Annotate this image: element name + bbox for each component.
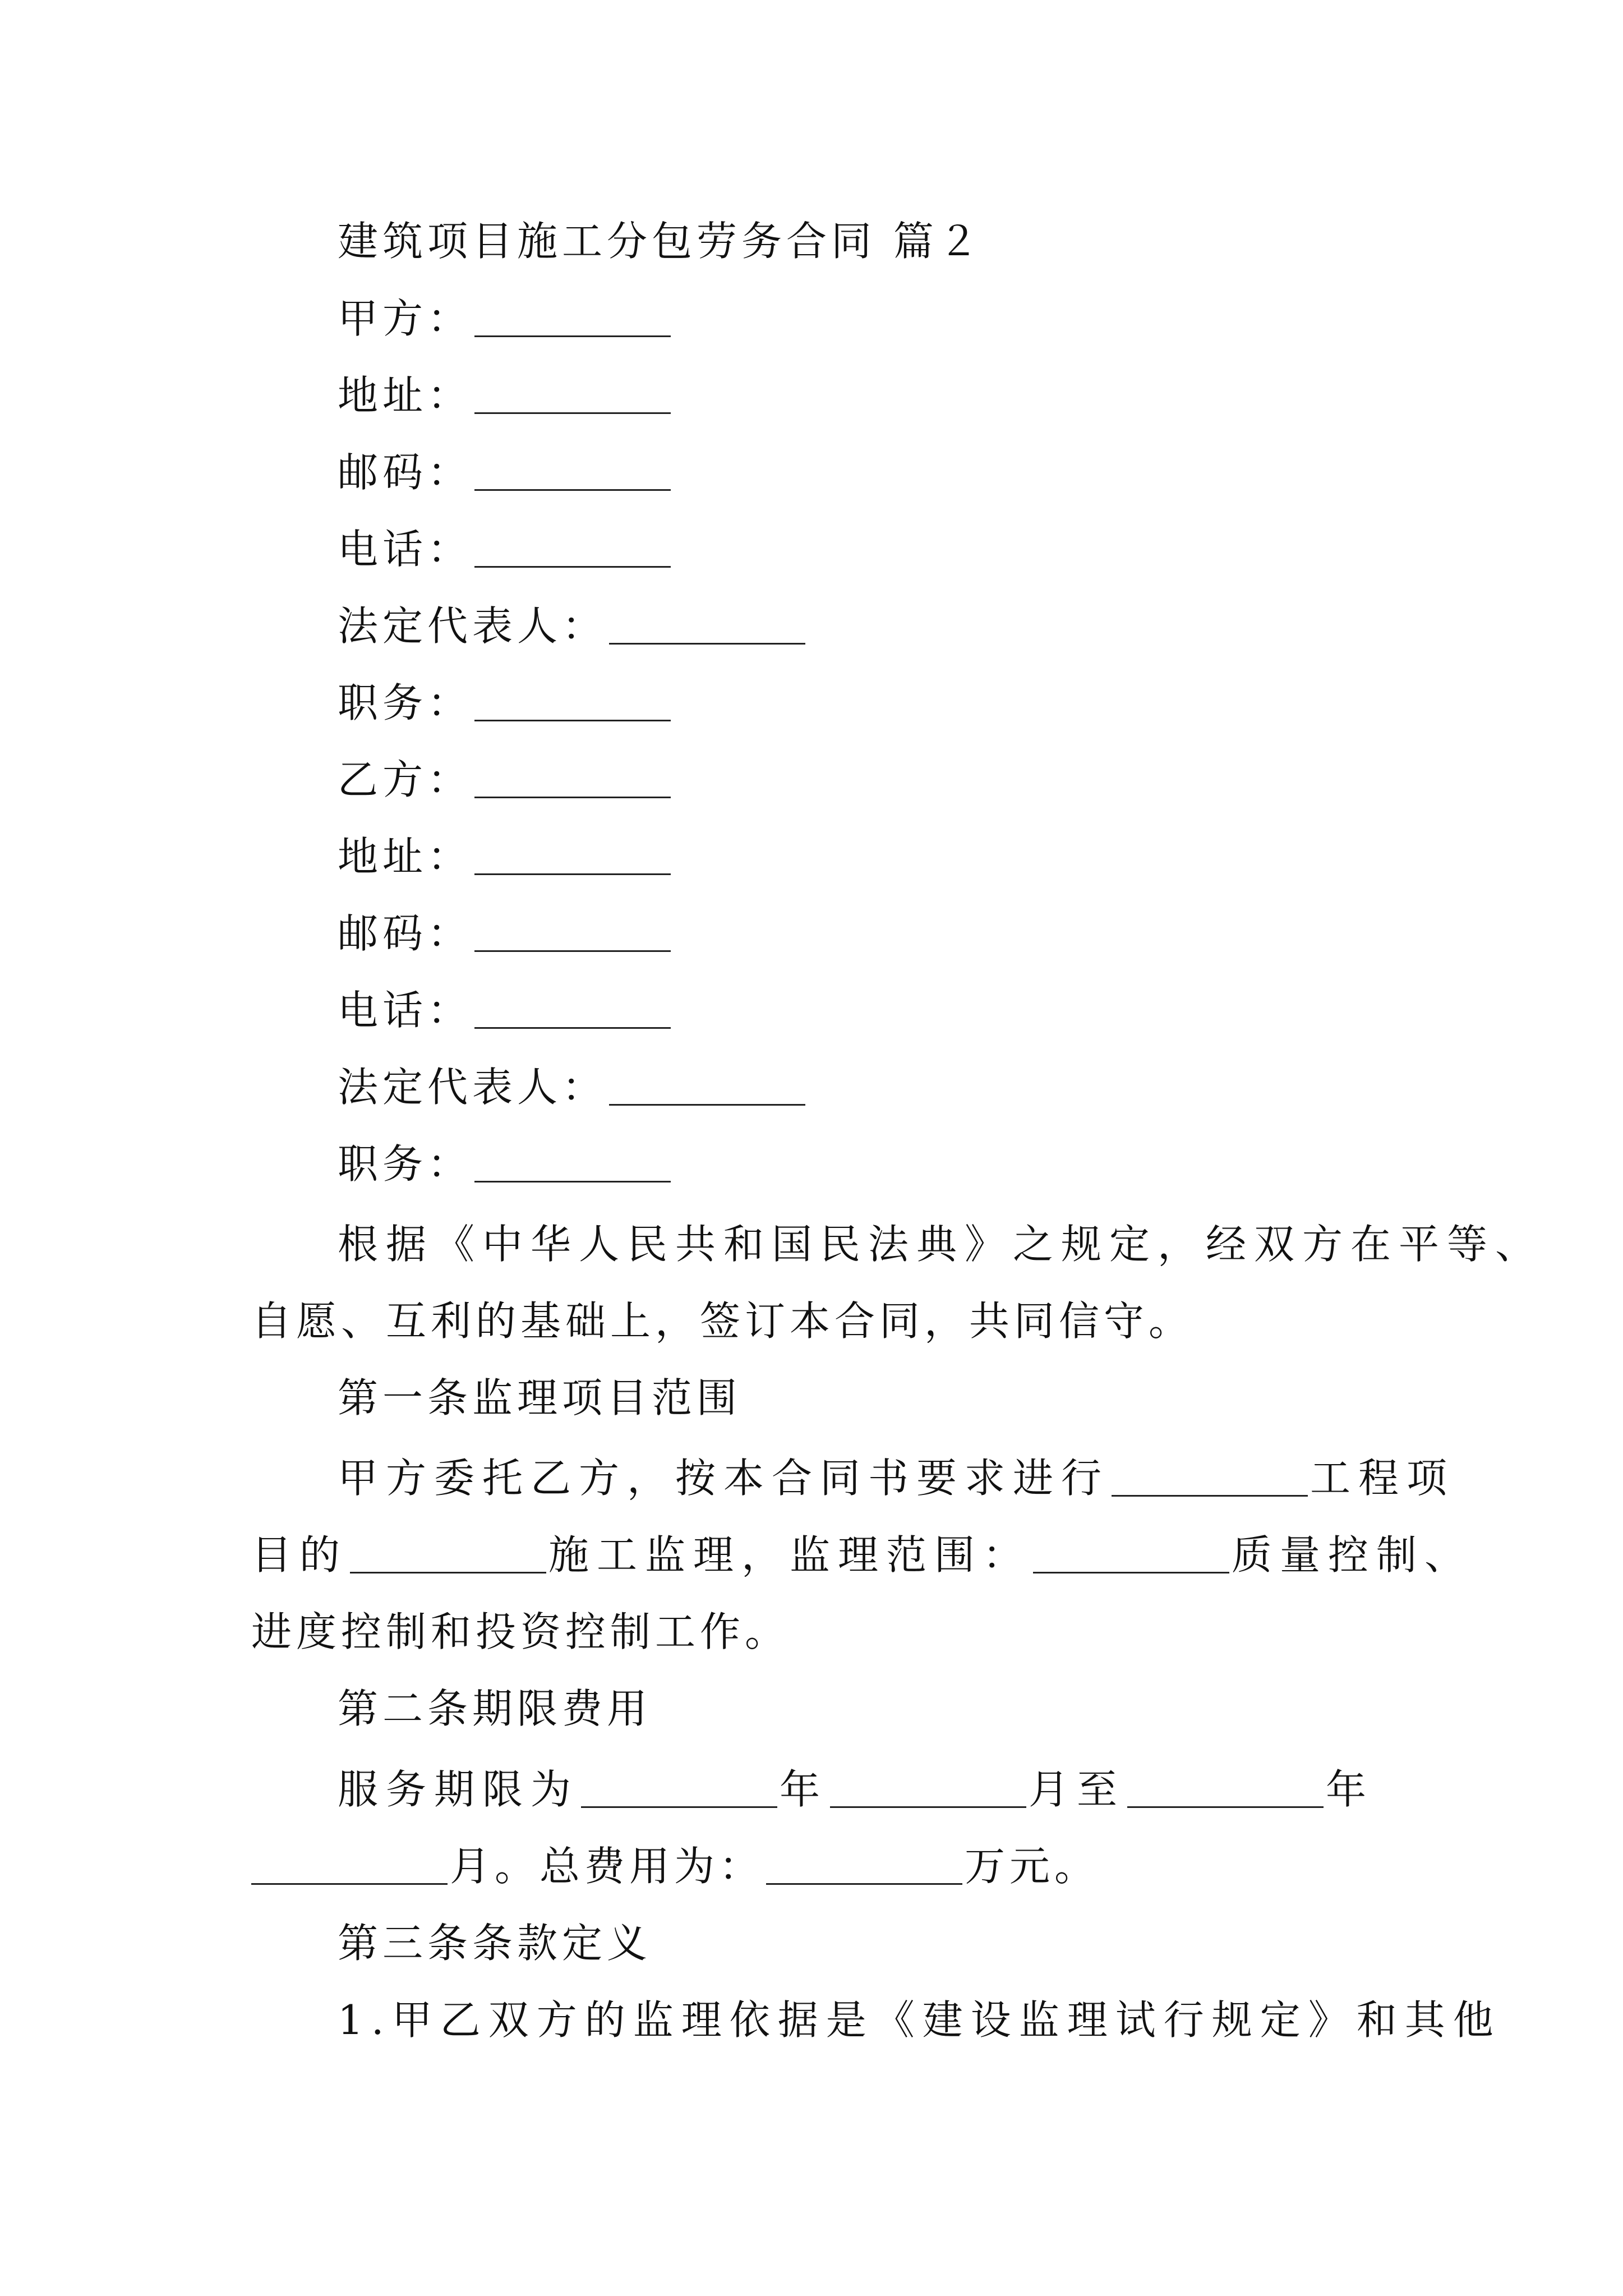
article-2-line-2: 月。总费用为： 万元。 bbox=[0, 1833, 1623, 1900]
party-a-postcode-row: 邮码： bbox=[0, 439, 1623, 506]
party-b-postcode-row: 邮码： bbox=[0, 900, 1623, 967]
party-b-address-row: 地址： bbox=[0, 823, 1623, 890]
fill-blank[interactable] bbox=[474, 756, 671, 798]
party-a-representative-row: 法定代表人： bbox=[0, 592, 1623, 660]
party-b-representative-row: 法定代表人： bbox=[0, 1053, 1623, 1121]
fill-blank[interactable] bbox=[474, 679, 671, 721]
party-b-phone-row: 电话： bbox=[0, 977, 1623, 1044]
fill-blank[interactable] bbox=[830, 1766, 1026, 1808]
fill-blank[interactable] bbox=[474, 1140, 671, 1182]
fill-blank[interactable] bbox=[474, 449, 671, 491]
article-2-heading: 第二条期限费用 bbox=[338, 1685, 652, 1732]
fill-blank[interactable] bbox=[581, 1766, 777, 1808]
fill-blank[interactable] bbox=[474, 910, 671, 952]
fill-blank[interactable] bbox=[1112, 1455, 1308, 1497]
party-a-name-row: 甲方： bbox=[0, 285, 1623, 352]
fill-blank[interactable] bbox=[474, 526, 671, 568]
fill-blank[interactable] bbox=[474, 372, 671, 414]
fill-blank[interactable] bbox=[350, 1531, 546, 1573]
fill-blank[interactable] bbox=[474, 833, 671, 875]
party-a-address-row: 地址： bbox=[0, 362, 1623, 429]
fill-blank[interactable] bbox=[766, 1843, 962, 1885]
article-1-line-2: 目的 施工监理，监理范围： 质量控制、 bbox=[251, 1531, 1473, 1579]
party-b-name-row: 乙方： bbox=[0, 746, 1623, 813]
fill-blank[interactable] bbox=[1127, 1766, 1324, 1808]
fill-blank[interactable] bbox=[609, 602, 805, 645]
article-1-line-3: 进度控制和投资控制工作。 bbox=[251, 1608, 790, 1655]
article-2-line-1: 服务期限为 年 月至 年 bbox=[338, 1766, 1375, 1813]
article-3-heading: 第三条条款定义 bbox=[338, 1920, 652, 1967]
article-3-line-1: 1.甲乙双方的监理依据是《建设监理试行规定》和其他 bbox=[338, 1996, 1501, 2044]
preamble-line-2: 自愿、互利的基础上，签订本合同，共同信守。 bbox=[251, 1297, 1194, 1345]
fill-blank[interactable] bbox=[1033, 1531, 1229, 1573]
fill-blank[interactable] bbox=[474, 987, 671, 1029]
document-title: 建筑项目施工分包劳务合同 篇２ bbox=[338, 218, 983, 265]
fill-blank[interactable] bbox=[251, 1843, 448, 1885]
article-1-line-1: 甲方委托乙方，按本合同书要求进行 工程项 bbox=[338, 1455, 1455, 1502]
party-b-position-row: 职务： bbox=[0, 1130, 1623, 1198]
fill-blank[interactable] bbox=[609, 1064, 805, 1106]
preamble-line-1: 根据《中华人民共和国民法典》之规定，经双方在平等、 bbox=[338, 1221, 1544, 1268]
article-1-heading: 第一条监理项目范围 bbox=[338, 1374, 742, 1421]
party-a-position-row: 职务： bbox=[0, 669, 1623, 737]
fill-blank[interactable] bbox=[474, 295, 671, 337]
party-a-phone-row: 电话： bbox=[0, 516, 1623, 583]
